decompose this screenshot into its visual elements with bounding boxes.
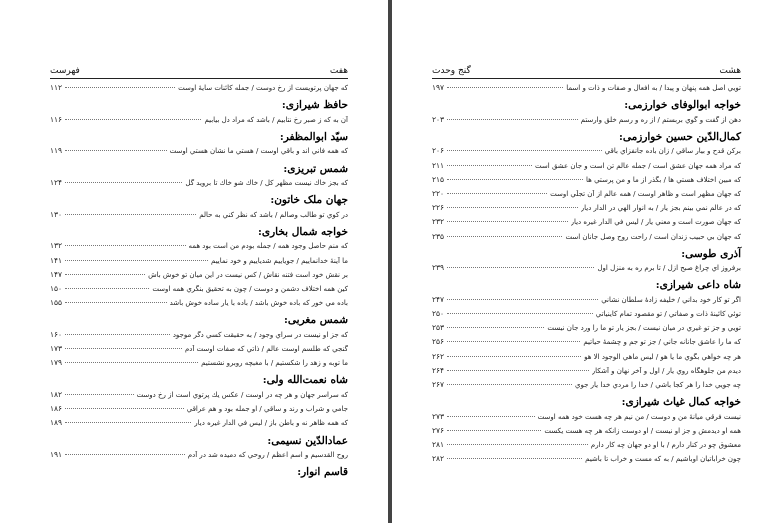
entry-page-number: ۱۵۰ bbox=[50, 284, 63, 293]
entry-text: كه ما را عاشق جانانه جاني / جز تو جم و چشمهٔ حياتيم bbox=[583, 338, 741, 347]
entry-page-number: ۱۸۶ bbox=[50, 404, 63, 414]
entry-page-number: ۲۳۲ bbox=[432, 217, 445, 227]
toc-entry bbox=[50, 330, 348, 344]
entry-text: چون خراباتيان اوباشيم / به كه مست و خراب تا باشيم bbox=[585, 455, 741, 464]
toc-entry bbox=[432, 380, 741, 394]
section-heading: عمادالدّین نسیمی: bbox=[267, 434, 348, 447]
toc-entry bbox=[50, 256, 348, 270]
entry-page-number: ۱۹۱ bbox=[50, 450, 63, 459]
entry-text: باده مي خور كه باده خوش باشد / باده با يار ساده خوش باشد bbox=[169, 299, 348, 308]
dot-leader bbox=[447, 299, 598, 300]
dot-leader bbox=[447, 165, 532, 166]
section-heading: قاسم انوار: bbox=[297, 466, 348, 479]
section-heading: خواجه کمال غیاث شیرازی: bbox=[621, 396, 741, 409]
toc-entry bbox=[50, 178, 348, 192]
toc-entry bbox=[432, 175, 741, 189]
dot-leader bbox=[65, 454, 185, 455]
toc-entry bbox=[50, 390, 348, 404]
toc-entry bbox=[432, 412, 741, 426]
entry-page-number: ۲۰۳ bbox=[432, 114, 445, 124]
dot-leader bbox=[447, 87, 563, 88]
section-heading: خواجه شمال بخاری: bbox=[257, 225, 348, 238]
entry-page-number: ۲۲۰ bbox=[432, 188, 445, 198]
toc-entry bbox=[50, 344, 348, 358]
entry-text: معشوق چو در كنار دارم / با او دو جهان چه كار دارم bbox=[590, 441, 741, 450]
section-heading: سیّد ابوالمظفر: bbox=[279, 130, 348, 143]
section-heading: شمس تبریزی: bbox=[283, 162, 348, 175]
section-heading: کمال‌الدّین حسین خوارزمی: bbox=[619, 130, 741, 143]
entry-page-number: ۱۳۰ bbox=[50, 209, 63, 219]
dot-leader bbox=[447, 444, 588, 445]
entry-text: كين همه اختلاف دشمن و دوست / چون به تحقيق بنگري همه اوست bbox=[152, 285, 348, 293]
entry-text: در كوي تو طالب وصالم / باشد كه نظر كني به حالم bbox=[199, 210, 348, 219]
dot-leader bbox=[447, 207, 578, 208]
entry-text: تويي اصل همه پنهان و پيدا / به افعال و صفات و ذات و اسما bbox=[566, 84, 741, 92]
entry-text: ما آينهٔ خدانماييم / جوياييم شدياييم و خود نماييم bbox=[211, 256, 348, 265]
entry-text: نيست فرقي ميانهٔ من و دوست / من نيم هر چه هست خود همه اوست bbox=[537, 412, 741, 421]
entry-page-number: ۲۸۲ bbox=[432, 454, 445, 464]
toc-entry bbox=[50, 450, 348, 464]
left-page bbox=[0, 0, 388, 523]
page-header bbox=[50, 66, 348, 79]
dot-leader bbox=[447, 384, 572, 385]
dot-leader bbox=[447, 416, 535, 417]
entry-text: بر نقش خود است فتنه نقاش / كس نيست در اين ميان تو خوش باش bbox=[148, 270, 348, 279]
entry-text: كه مراد همه جهان عشق است / جمله عالم تن است و جان عشق است bbox=[535, 161, 741, 170]
entry-page-number: ۱۸۲ bbox=[50, 389, 63, 399]
entry-page-number: ۲۲۶ bbox=[432, 203, 445, 213]
entry-text: كه همه ظاهر نه و باطن باز / ليس في الدار غيره ديار bbox=[194, 419, 348, 428]
toc-list bbox=[50, 83, 348, 482]
dot-leader bbox=[447, 193, 547, 194]
toc-entry bbox=[50, 284, 348, 298]
dot-leader bbox=[447, 430, 541, 431]
entry-page-number: ۱۷۳ bbox=[50, 344, 63, 354]
entry-text: كه سراسر جهان و هر چه در اوست / عكس يك پرتوي است از رخ دوست bbox=[136, 390, 348, 399]
section-heading: شمس مغربی: bbox=[284, 314, 348, 327]
dot-leader bbox=[447, 267, 594, 268]
entry-text: كه منم حاصل وجود همه / جمله بودم من است بود همه bbox=[188, 242, 348, 251]
toc-entry bbox=[432, 189, 741, 203]
section-heading: آذری طوسی: bbox=[681, 247, 741, 260]
entry-text: آن به كه ز صبر رخ نتابيم / باشد كه مراد دل بيابيم bbox=[204, 115, 348, 124]
toc-entry bbox=[432, 352, 741, 366]
section-heading: شاه داعی شیرازی: bbox=[655, 279, 741, 292]
toc-entry bbox=[432, 232, 741, 246]
toc-entry bbox=[432, 440, 741, 454]
toc-entry bbox=[50, 298, 348, 312]
section-heading: جهان ملک خاتون: bbox=[270, 194, 348, 207]
toc-entry bbox=[432, 83, 741, 97]
entry-page-number: ۲۶۲ bbox=[432, 351, 445, 361]
dot-leader bbox=[65, 408, 184, 409]
toc-entry bbox=[432, 337, 741, 351]
dot-leader bbox=[447, 313, 593, 314]
toc-entry bbox=[432, 454, 741, 468]
entry-text: كه جهان بي حبيب زندان است / راحت روح وصل جانان است bbox=[565, 232, 741, 241]
dot-leader bbox=[65, 422, 191, 423]
dot-leader bbox=[65, 119, 201, 120]
section-heading: خواجه ابوالوفای خوارزمی: bbox=[624, 99, 741, 112]
entry-page-number: ۲۳۵ bbox=[432, 231, 445, 241]
toc-entry bbox=[432, 203, 741, 217]
toc-entry bbox=[432, 426, 741, 440]
right-page bbox=[392, 0, 781, 523]
dot-leader bbox=[447, 458, 582, 459]
toc-entry bbox=[50, 418, 348, 432]
entry-text: چه جويي خدا را هر كجا باشي / خدا را مردي خدا يار جوي bbox=[575, 381, 741, 389]
entry-page-number: ۲۳۹ bbox=[432, 263, 445, 273]
toc-entry bbox=[50, 404, 348, 418]
entry-page-number: ۲۵۶ bbox=[432, 337, 445, 347]
dot-leader bbox=[65, 214, 196, 215]
toc-entry bbox=[432, 295, 741, 309]
toc-list bbox=[432, 83, 741, 468]
entry-text: كه جهان پرتويست از رخ دوست / جمله كائنات سايهٔ اوست bbox=[178, 84, 348, 92]
entry-page-number: ۲۷۶ bbox=[432, 425, 445, 435]
entry-text: همه او ديدمش و جز او نيست / او دوست زانكه هر چه هست يكست bbox=[544, 426, 741, 435]
page-title: فهرست bbox=[50, 66, 80, 76]
toc-entry bbox=[50, 146, 348, 160]
entry-text: گنجي كه طلسم اوست عالم / ذاتي كه صفات اوست آدم bbox=[184, 345, 348, 354]
entry-text: جامي و شراب و رند و ساقي / او جمله بود و هم عراقي bbox=[186, 405, 348, 414]
toc-entry bbox=[50, 83, 348, 97]
entry-text: دهن از گفت و گوي بربستم / از ره و رسم خلق وارستم bbox=[580, 115, 741, 124]
entry-text: ديدم من جلوهگاه روي يار / اول و آخر نهان و آشكار bbox=[591, 366, 741, 375]
entry-page-number: ۱۷۹ bbox=[50, 358, 63, 368]
entry-page-number: ۲۶۴ bbox=[432, 365, 445, 375]
entry-text: هر چه خواهي بگوي ما يا هو / ليس ماهي الوجود الا هو bbox=[584, 352, 741, 361]
dot-leader bbox=[447, 150, 602, 151]
entry-text: كه جهان مظهر است و ظاهر اوست / همه عالم از آن تجلّي اوست bbox=[550, 189, 741, 198]
dot-leader bbox=[65, 334, 170, 335]
entry-page-number: ۲۱۵ bbox=[432, 174, 445, 184]
entry-text: برفروز اي چراغ صبح ازل / تا برم ره به منزل اول bbox=[597, 264, 741, 273]
dot-leader bbox=[447, 327, 544, 328]
entry-text: كه بجز خاك نيست مظهر كل / خاك شو خاك تا برويد گل bbox=[185, 179, 348, 188]
entry-page-number: ۱۱۶ bbox=[50, 114, 63, 124]
entry-text: تويي و جز تو غيري در ميان نيست / بجز يار تو ما را ورد جان نيست bbox=[547, 324, 741, 333]
section-heading: حافظ شیرازی: bbox=[281, 99, 348, 112]
toc-entry bbox=[432, 146, 741, 160]
toc-entry bbox=[432, 263, 741, 277]
entry-page-number: ۱۳۲ bbox=[50, 241, 63, 251]
entry-page-number: ۲۰۶ bbox=[432, 146, 445, 156]
toc-entry bbox=[432, 217, 741, 231]
entry-page-number: ۱۵۵ bbox=[50, 298, 63, 308]
dot-leader bbox=[65, 348, 182, 349]
entry-text: اگر تو كار خود بداني / خليفه زادهٔ سلطان نشاني bbox=[601, 295, 741, 304]
dot-leader bbox=[65, 274, 145, 275]
entry-text: بركن قدح و بيار ساقي / زان باده جانفزاي باقي bbox=[604, 147, 741, 156]
dot-leader bbox=[447, 119, 578, 120]
section-heading: شاه نعمت‌الله ولی: bbox=[262, 374, 348, 387]
entry-text: توئي كائينهٔ ذات و صفاتي / تو مقصود تمام كاينياتي bbox=[595, 310, 741, 319]
entry-page-number: ۱۱۹ bbox=[50, 146, 63, 156]
dot-leader bbox=[447, 356, 581, 357]
dot-leader bbox=[447, 370, 589, 371]
dot-leader bbox=[65, 260, 208, 261]
entry-page-number: ۱۶۰ bbox=[50, 329, 63, 339]
entry-page-number: ۲۵۳ bbox=[432, 323, 445, 333]
toc-entry bbox=[432, 366, 741, 380]
dot-leader bbox=[65, 87, 175, 88]
entry-page-number: ۱۱۲ bbox=[50, 83, 63, 92]
page-number: هفت bbox=[329, 66, 348, 76]
entry-page-number: ۱۴۷ bbox=[50, 269, 63, 279]
entry-page-number: ۱۴۱ bbox=[50, 255, 63, 265]
entry-text: روح القدسيم و اسم اعظم / روحي كه دميده شد در آدم bbox=[187, 451, 348, 459]
entry-page-number: ۱۲۴ bbox=[50, 178, 63, 188]
entry-page-number: ۲۸۱ bbox=[432, 440, 445, 450]
entry-text: كه در عالم نمي بينم بجز يار / به انوار الهي در الدار ديار bbox=[580, 204, 741, 213]
page-number: هشت bbox=[719, 66, 741, 76]
toc-entry bbox=[50, 358, 348, 372]
toc-entry bbox=[50, 210, 348, 224]
page-title: گنج وحدت bbox=[432, 66, 471, 76]
toc-entry bbox=[432, 309, 741, 323]
entry-page-number: ۲۷۳ bbox=[432, 411, 445, 421]
entry-text: كه همه فاني اند و باقي اوست / هستي ما نشان هستي اوست bbox=[169, 147, 348, 156]
dot-leader bbox=[65, 288, 149, 289]
dot-leader bbox=[65, 302, 166, 303]
entry-page-number: ۲۴۷ bbox=[432, 294, 445, 304]
dot-leader bbox=[65, 182, 182, 183]
toc-entry bbox=[50, 115, 348, 129]
dot-leader bbox=[65, 245, 185, 246]
entry-text: كه مبين اختلاف هستي ها / بگذر از ما و من پرستي ها bbox=[586, 175, 741, 184]
entry-page-number: ۲۶۷ bbox=[432, 380, 445, 389]
toc-entry bbox=[432, 323, 741, 337]
entry-page-number: ۱۹۷ bbox=[432, 83, 445, 92]
toc-entry bbox=[50, 270, 348, 284]
dot-leader bbox=[447, 341, 580, 342]
dot-leader bbox=[65, 362, 198, 363]
toc-entry bbox=[432, 161, 741, 175]
dot-leader bbox=[447, 236, 562, 237]
dot-leader bbox=[65, 394, 133, 395]
toc-entry bbox=[50, 241, 348, 255]
dot-leader bbox=[447, 179, 583, 180]
entry-text: ما توبه و زهد را شكستيم / با مغبچه روبرو نشستيم bbox=[201, 359, 348, 368]
dot-leader bbox=[447, 221, 567, 222]
entry-text: كه جهان صورت است و معني يار / ليس في الدار غيره ديار bbox=[570, 218, 741, 227]
entry-page-number: ۲۵۰ bbox=[432, 309, 445, 319]
page-header bbox=[432, 66, 741, 79]
toc-entry bbox=[432, 115, 741, 129]
dot-leader bbox=[65, 150, 167, 151]
entry-page-number: ۱۸۹ bbox=[50, 418, 63, 428]
entry-text: كه جز او نيست در سراي وجود / به حقيقت كسي دگر موجود bbox=[172, 330, 348, 339]
entry-page-number: ۲۱۱ bbox=[432, 160, 445, 170]
